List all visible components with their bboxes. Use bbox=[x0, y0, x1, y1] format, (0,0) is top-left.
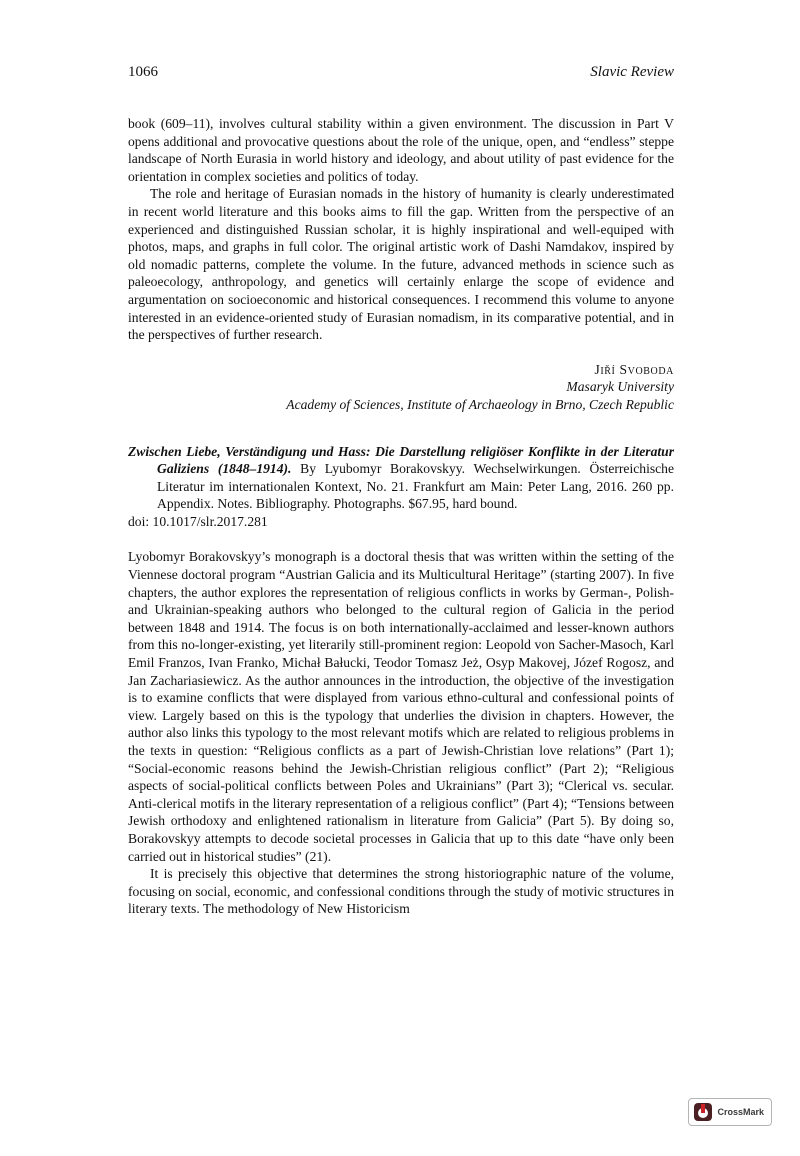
reviewer-affiliation-university: Masaryk University bbox=[566, 379, 674, 395]
doi-line: doi: 10.1017/slr.2017.281 bbox=[128, 513, 268, 529]
crossmark-icon bbox=[694, 1103, 712, 1121]
review-body bbox=[128, 115, 674, 918]
review2-paragraph-1: Lyobomyr Borakovskyy’s monograph is a doctoral thesis that was written within the setting of the Viennese doctoral program “Austrian Galicia and its Multicultural Heritage” (starting 2007). In five chapters, the author explores the representation of religious conflicts in works by German-, Polish- and Ukrainian-speaking authors who belonged to the cultural region of Galicia in the period between 1848 and 1914. The focus is on both internationally-acclaimed and lesser-known authors from this no-longer-existing, yet literarily still-prominent region: Leopold von Sacher-Masoch, Karl Emil Franzos, Ivan Franko, Michał Bałucki, Teodor Tomasz Jeż, Osyp Makovej, Józef Rogosz, and Jan Zachariasiewicz. As the author announces in the introduction, the objective of the investigation is to examine conflicts that were displayed from various ethno-cultural and confessional points of view. Largely based on this is the typology that underlies the division in chapters. However, the author also links this typology to the most relevant motifs which are related to religious problems in the texts in question: “Religious conflicts as a part of Jewish-Christian love relations” (Part 1); “Social-economic reasons behind the Jewish-Christian religious conflict” (Part 2); “Religious aspects of social-political conflicts between Poles and Ukrainians” (Part 3); “Clerical vs. secular. Anti-clerical motifs in the literary representation of a religious conflict” (Part 4); “Tensions between Jewish orthodoxy and enlightened rationalism in literature from Galicia” (Part 5). By doing so, Borakovskyy attempts to decode societal processes in Galicia that up to this date “have only been carried out in historical studies” (21). bbox=[128, 549, 674, 864]
page-number: 1066 bbox=[128, 64, 158, 80]
running-head bbox=[128, 64, 674, 81]
reviewer-signature-block bbox=[128, 361, 674, 414]
reviewer-name: Jiří Svoboda bbox=[594, 361, 674, 377]
review1-paragraph-1: book (609–11), involves cultural stability within a given environment. The discussion in Part V opens additional and provocative questions about the role of the unique, open, and “endless” steppe landscape of North Eurasia in world history and ideology, and about utility of past evidence for the orientation in complex societies and politics of today. bbox=[128, 116, 674, 184]
book-publication-details: By Lyubomyr Borakovskyy. Wechselwirkungen. Österreichische Literatur im internationalen Kontext, No. 21. Frankfurt am Main: Peter Lang, 2016. 260 pp. Appendix. Notes. Bibliography. Photographs. $67.95, hard bound. bbox=[157, 461, 675, 512]
review2-paragraph-2: It is precisely this objective that determines the strong historiographic nature of the volume, focusing on social, economic, and confessional conditions through the study of motivic structures in literary texts. The methodology of New Historicism bbox=[128, 866, 674, 917]
reviewer-affiliation-institute: Academy of Sciences, Institute of Archaeology in Brno, Czech Republic bbox=[286, 396, 674, 412]
crossmark-badge[interactable] bbox=[688, 1098, 772, 1126]
review2-heading bbox=[128, 443, 674, 513]
page-content bbox=[128, 64, 674, 918]
journal-title: Slavic Review bbox=[590, 64, 674, 80]
crossmark-label: CrossMark bbox=[717, 1107, 764, 1117]
book-title: Zwischen Liebe, Verständigung und Hass: Die Darstellung religiöser Konflikte in der Literatur Galiziens (1848–1914). bbox=[128, 443, 674, 477]
review1-paragraph-2: The role and heritage of Eurasian nomads in the history of humanity is clearly underestimated in recent world literature and this books aims to fill the gap. Written from the perspective of an experienced and distinguished Russian scholar, it is highly inspirational and well-equiped with photos, maps, and graphs in full color. The original artistic work of Dashi Namdakov, inspired by old nomadic patterns, complete the volume. In the future, advanced methods in science such as paleoecology, anthropology, and genetics will certainly enlarge the scope of evidence and argumentation on socioeconomic and historical consequences. I recommend this volume to anyone interested in an evidence-oriented study of Eurasian nomadism, in its comparative potential, and in the perspectives of further research. bbox=[128, 186, 674, 343]
